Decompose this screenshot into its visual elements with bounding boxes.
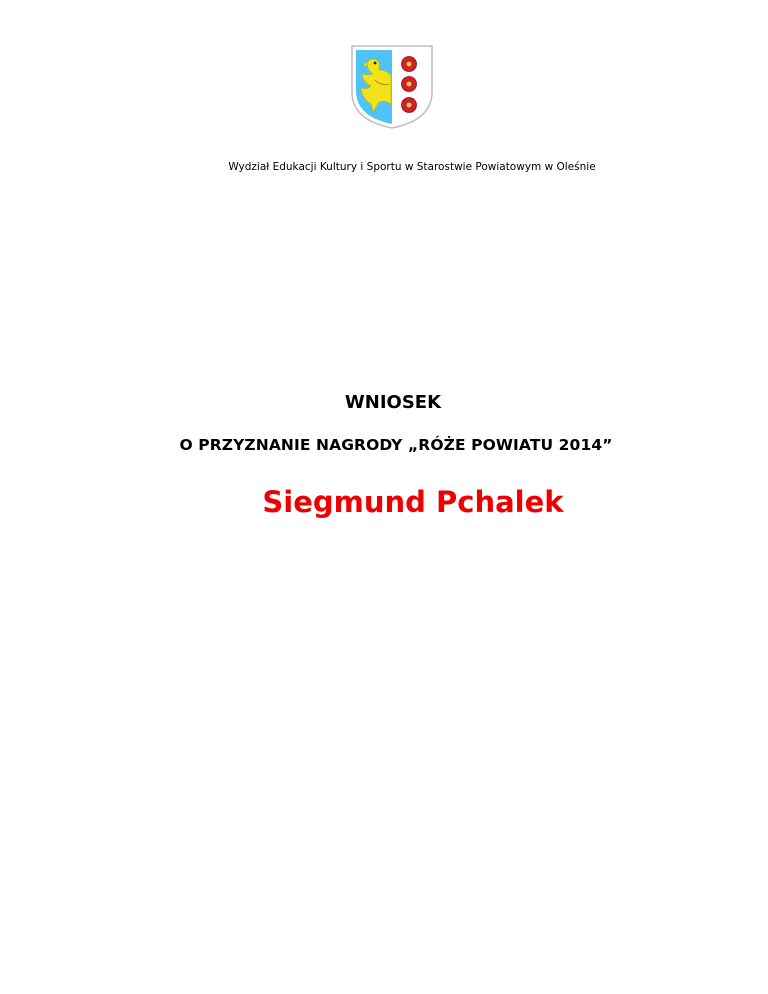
coat-of-arms-icon [349, 40, 435, 130]
nominee-name: Siegmund Pchalek [262, 485, 564, 519]
rose-icon [402, 77, 417, 92]
department-header: Wydział Edukacji Kultury i Sportu w Starostwie Powiatowym w Oleśnie [228, 161, 596, 173]
rose-icon [402, 57, 417, 72]
document-subtitle: O PRZYZNANIE NAGRODY „RÓŻE POWIATU 2014” [179, 436, 613, 454]
rose-icon [402, 98, 417, 113]
document-title: WNIOSEK [344, 392, 442, 413]
